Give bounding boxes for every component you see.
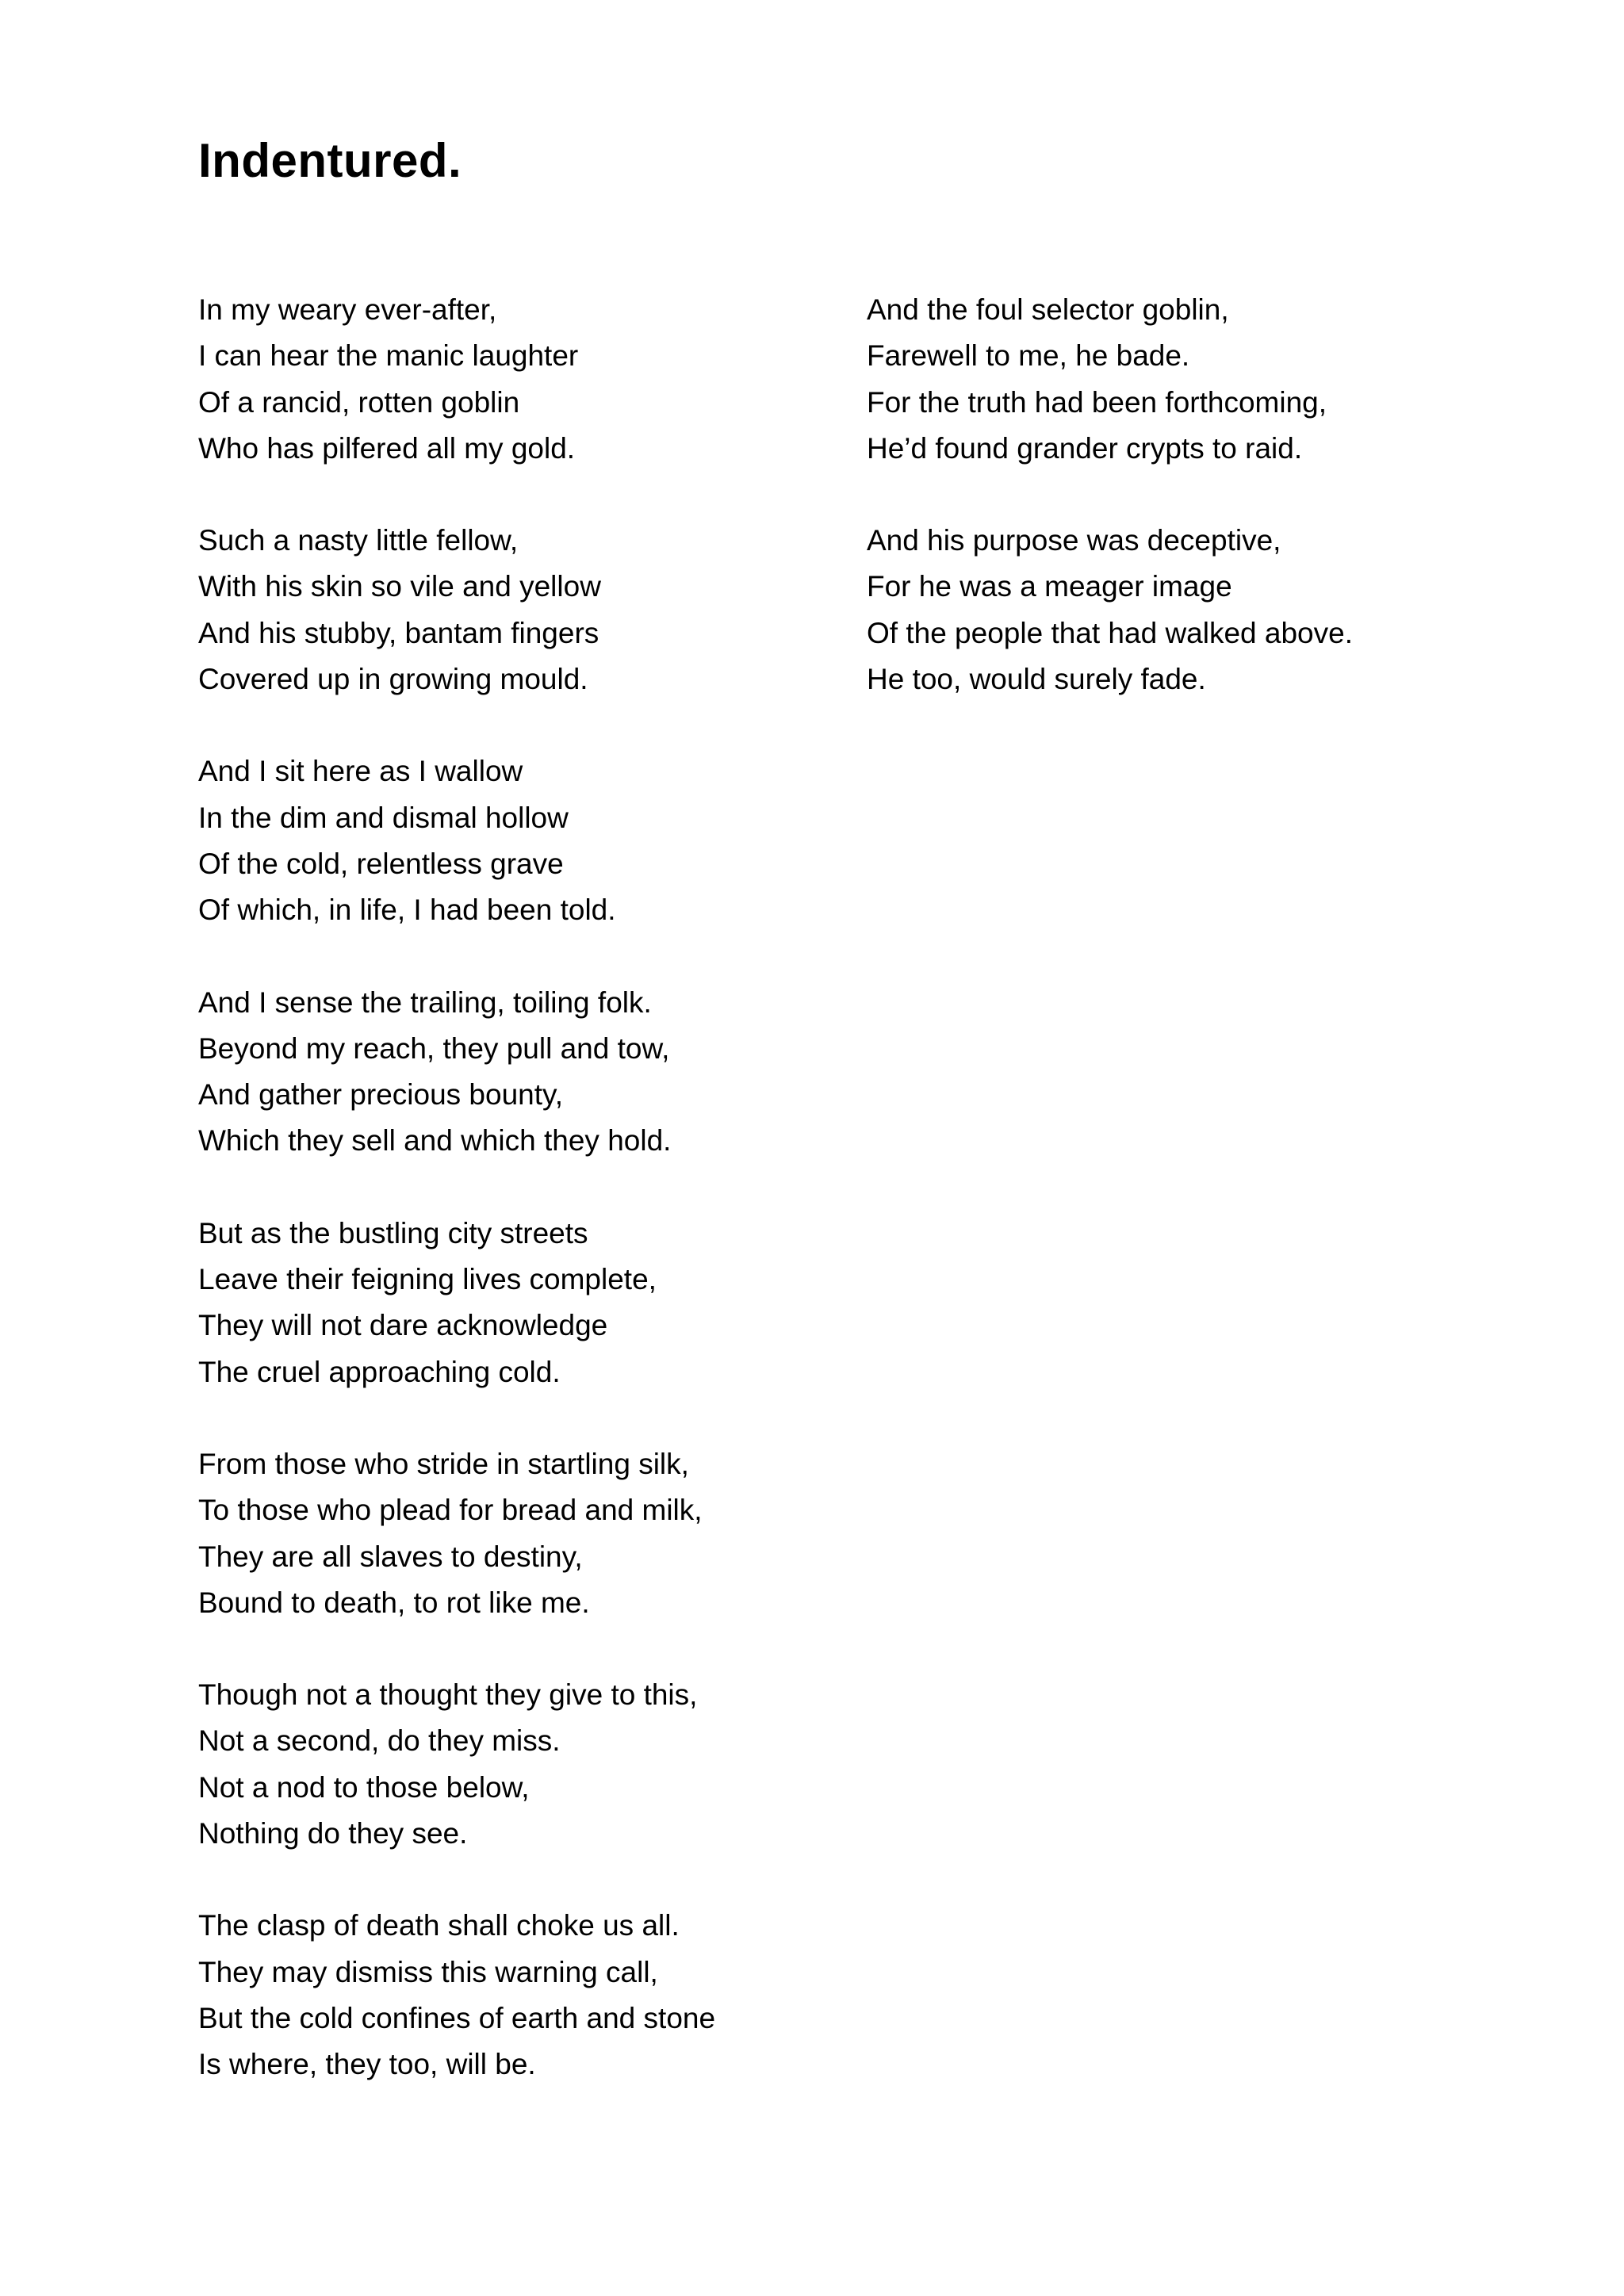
poem-line: Farewell to me, he bade.: [867, 339, 1190, 373]
poem-line: But the cold confines of earth and stone: [198, 2001, 716, 2034]
stanza: [198, 1441, 912, 1626]
poem-line: For he was a meager image: [867, 570, 1232, 603]
poem-line: He’d found grander crypts to raid.: [867, 431, 1303, 465]
poem-title: Indentured.: [198, 134, 462, 187]
stanza: [198, 1903, 912, 2087]
poem-line: Of the cold, relentless grave: [198, 847, 564, 880]
poem-line: But as the bustling city streets: [198, 1216, 588, 1249]
poem-line: I can hear the manic laughter: [198, 339, 579, 373]
poem-line: And his stubby, bantam fingers: [198, 616, 599, 649]
poem-line: The clasp of death shall choke us all.: [198, 1909, 680, 1942]
poem-line: And his purpose was deceptive,: [867, 524, 1281, 557]
poem-line: They are all slaves to destiny,: [198, 1540, 583, 1573]
stanza: [198, 980, 912, 1165]
poem-line: Not a second, do they miss.: [198, 1724, 561, 1758]
poem-line: Of a rancid, rotten goblin: [198, 385, 520, 419]
poem-line: Which they sell and which they hold.: [198, 1124, 672, 1158]
stanza: [867, 518, 1580, 702]
poem-column-right: [867, 287, 1580, 748]
poem-line: And I sense the trailing, toiling folk.: [198, 985, 652, 1019]
stanza: [198, 1211, 912, 1395]
poem-line: To those who plead for bread and milk,: [198, 1494, 703, 1527]
poem-line: Not a nod to those below,: [198, 1770, 530, 1804]
poem-line: Who has pilfered all my gold.: [198, 431, 576, 465]
stanza: [198, 748, 912, 933]
poem-line: Bound to death, to rot like me.: [198, 1586, 590, 1619]
poem-line: Nothing do they see.: [198, 1817, 468, 1850]
stanza: [867, 287, 1580, 472]
stanza: [198, 518, 912, 702]
poem-line: Of which, in life, I had been told.: [198, 894, 616, 927]
poem-line: And gather precious bounty,: [198, 1078, 564, 1112]
poem-line: Is where, they too, will be.: [198, 2048, 536, 2081]
poem-line: And I sit here as I wallow: [198, 755, 523, 788]
poem-line: They may dismiss this warning call,: [198, 1955, 658, 1988]
stanza: [198, 1672, 912, 1857]
poem-column-left: [198, 287, 912, 2134]
stanza: [198, 287, 912, 472]
poem-line: Of the people that had walked above.: [867, 616, 1353, 649]
poem-line: In my weary ever-after,: [198, 293, 497, 326]
poem-line: With his skin so vile and yellow: [198, 570, 601, 603]
poem-line: The cruel approaching cold.: [198, 1355, 561, 1388]
poem-line: And the foul selector goblin,: [867, 293, 1229, 326]
poem-line: Covered up in growing mould.: [198, 663, 588, 696]
poem-line: For the truth had been forthcoming,: [867, 385, 1327, 419]
poem-line: From those who stride in startling silk,: [198, 1447, 689, 1480]
poem-line: Though not a thought they give to this,: [198, 1678, 698, 1712]
poem-line: Such a nasty little fellow,: [198, 524, 519, 557]
poem-line: He too, would surely fade.: [867, 663, 1206, 696]
poem-line: In the dim and dismal hollow: [198, 801, 569, 834]
poem-line: They will not dare acknowledge: [198, 1309, 608, 1342]
poem-line: Beyond my reach, they pull and tow,: [198, 1031, 670, 1065]
poem-line: Leave their feigning lives complete,: [198, 1263, 657, 1296]
